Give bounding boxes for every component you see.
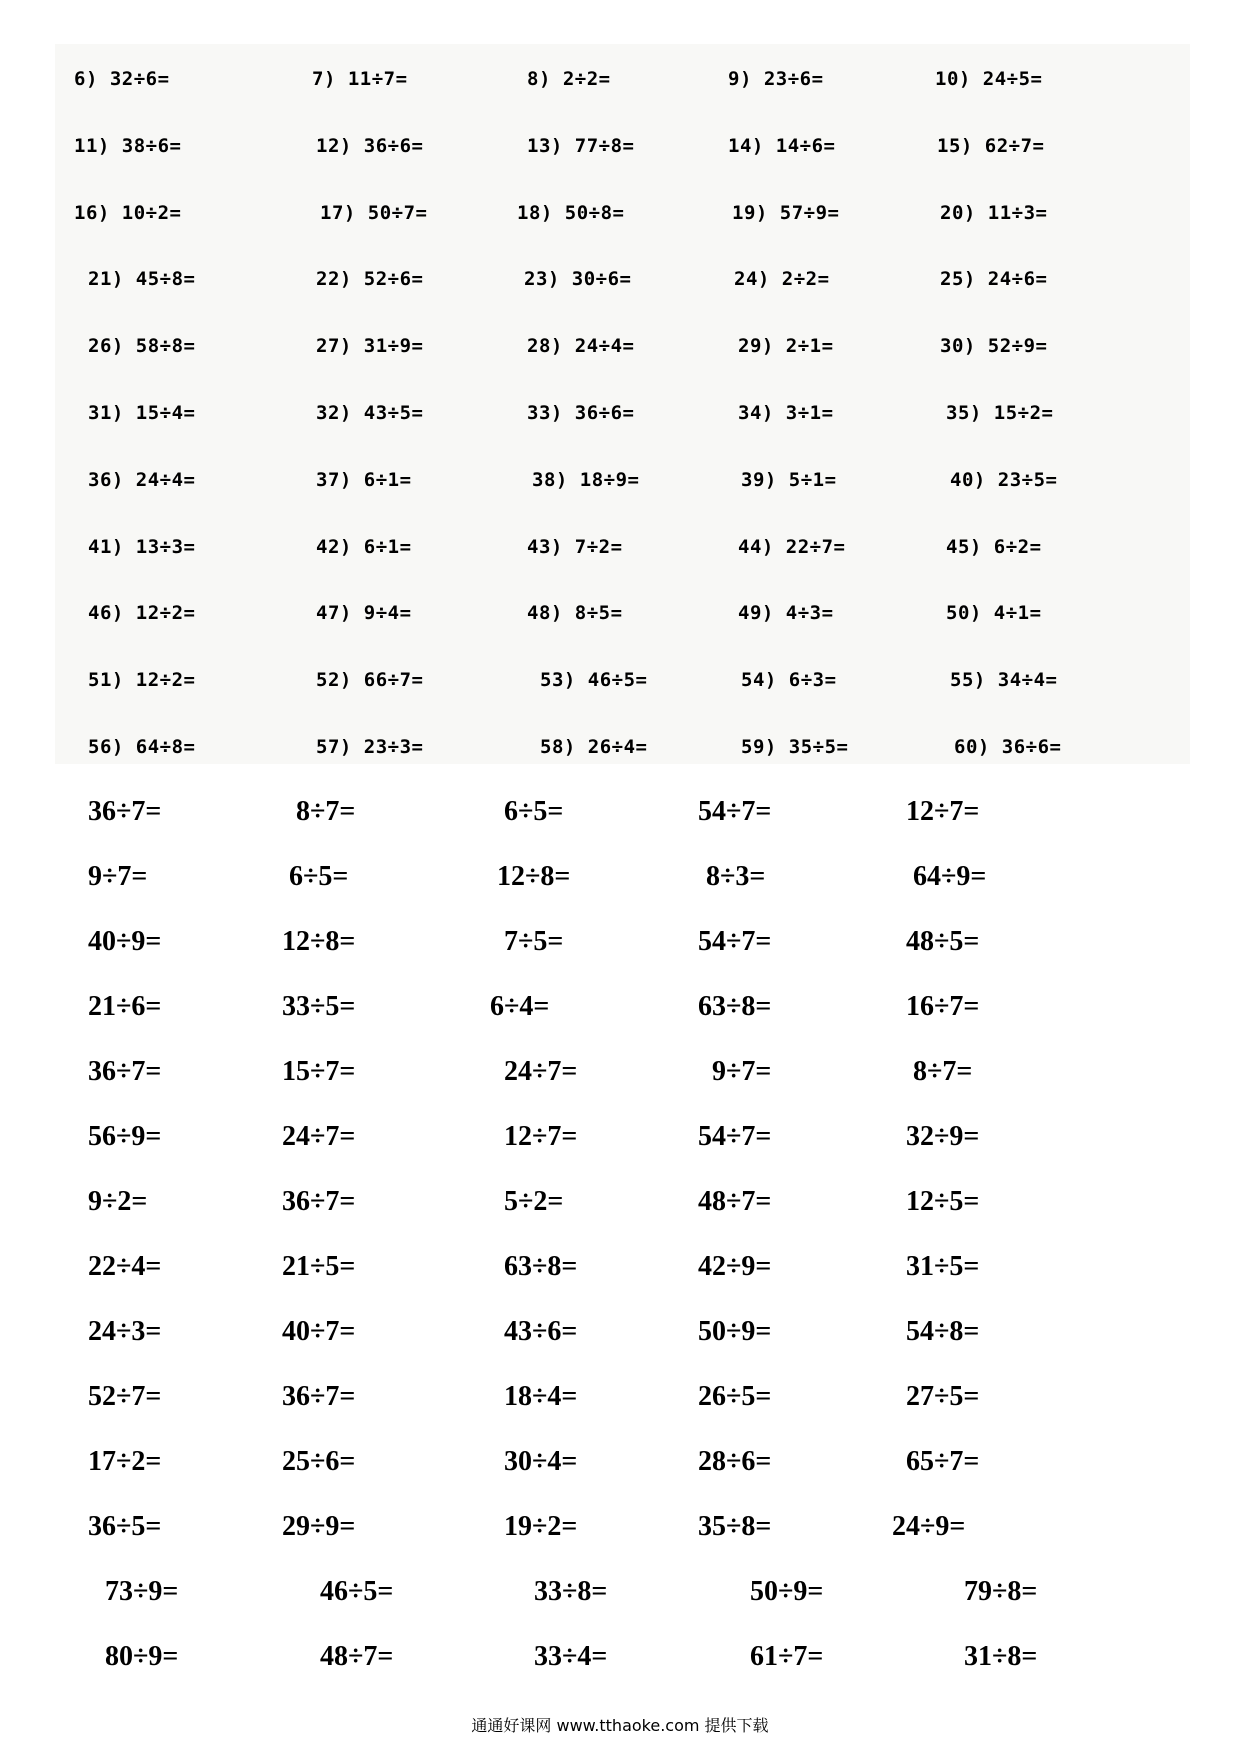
numbered-problem: 46) 12÷2= — [88, 602, 196, 625]
division-problem: 8÷7= — [296, 796, 356, 827]
numbered-problem: 57) 23÷3= — [316, 736, 424, 758]
division-problem: 48÷5= — [906, 926, 980, 957]
numbered-problem: 16) 10÷2= — [74, 201, 182, 224]
division-problem: 19÷2= — [504, 1511, 578, 1542]
numbered-problem: 27) 31÷9= — [316, 335, 424, 358]
division-problem: 6÷5= — [289, 861, 349, 892]
numbered-problem: 52) 66÷7= — [316, 669, 424, 692]
numbered-problem: 50) 4÷1= — [946, 602, 1042, 625]
numbered-problem: 48) 8÷5= — [527, 602, 623, 625]
numbered-problem: 8) 2÷2= — [527, 68, 611, 90]
division-problem: 6÷5= — [504, 796, 564, 827]
numbered-problem: 34) 3÷1= — [738, 402, 834, 424]
division-problem: 25÷6= — [282, 1446, 356, 1477]
division-problem: 9÷7= — [88, 861, 148, 892]
numbered-problem: 7) 11÷7= — [312, 68, 408, 90]
numbered-problem: 44) 22÷7= — [738, 535, 846, 558]
numbered-problem: 20) 11÷3= — [940, 201, 1048, 224]
division-problem: 9÷7= — [712, 1056, 772, 1087]
division-problem: 17÷2= — [88, 1446, 162, 1477]
division-problem: 54÷7= — [698, 1121, 772, 1152]
numbered-problem: 6) 32÷6= — [74, 68, 170, 90]
numbered-problem: 37) 6÷1= — [316, 468, 412, 491]
numbered-problem: 9) 23÷6= — [728, 68, 824, 90]
division-problem: 24÷9= — [892, 1511, 966, 1542]
division-problem: 50÷9= — [698, 1316, 772, 1347]
numbered-problem: 49) 4÷3= — [738, 602, 834, 625]
division-problem: 21÷5= — [282, 1251, 356, 1282]
division-problem: 54÷8= — [906, 1316, 980, 1347]
numbered-problem: 31) 15÷4= — [88, 402, 196, 424]
numbered-problem: 43) 7÷2= — [527, 535, 623, 558]
division-problem: 36÷7= — [88, 1056, 162, 1087]
division-problem: 33÷4= — [534, 1641, 608, 1672]
numbered-problem: 12) 36÷6= — [316, 134, 424, 157]
division-problem: 43÷6= — [504, 1316, 578, 1347]
division-problem: 29÷9= — [282, 1511, 356, 1542]
division-problem: 54÷7= — [698, 796, 772, 827]
division-problem: 15÷7= — [282, 1056, 356, 1087]
numbered-problem: 55) 34÷4= — [950, 669, 1058, 692]
division-problem: 27÷5= — [906, 1381, 980, 1412]
division-problem: 12÷7= — [906, 796, 980, 827]
division-problem: 52÷7= — [88, 1381, 162, 1412]
division-problem: 35÷8= — [698, 1511, 772, 1542]
division-problem: 28÷6= — [698, 1446, 772, 1477]
division-problem: 16÷7= — [906, 991, 980, 1022]
numbered-problem: 23) 30÷6= — [524, 268, 632, 291]
division-problem: 65÷7= — [906, 1446, 980, 1477]
division-problem: 12÷8= — [497, 861, 571, 892]
division-problem: 21÷6= — [88, 991, 162, 1022]
numbered-problem: 14) 14÷6= — [728, 134, 836, 157]
division-problem: 79÷8= — [964, 1576, 1038, 1607]
division-problem: 48÷7= — [320, 1641, 394, 1672]
division-problem: 56÷9= — [88, 1121, 162, 1152]
numbered-problem: 42) 6÷1= — [316, 535, 412, 558]
division-problem: 42÷9= — [698, 1251, 772, 1282]
numbered-problem: 33) 36÷6= — [527, 402, 635, 424]
division-problem: 12÷5= — [906, 1186, 980, 1217]
division-problem: 63÷8= — [504, 1251, 578, 1282]
numbered-problem: 25) 24÷6= — [940, 268, 1048, 291]
numbered-problem: 60) 36÷6= — [954, 736, 1062, 758]
division-problem: 46÷5= — [320, 1576, 394, 1607]
division-problem: 6÷4= — [490, 991, 550, 1022]
division-problem: 36÷7= — [282, 1186, 356, 1217]
division-problem: 33÷8= — [534, 1576, 608, 1607]
numbered-problem: 28) 24÷4= — [527, 335, 635, 358]
division-problem: 36÷7= — [282, 1381, 356, 1412]
numbered-problem: 19) 57÷9= — [732, 201, 840, 224]
numbered-problem: 59) 35÷5= — [741, 736, 849, 758]
division-problem: 64÷9= — [913, 861, 987, 892]
numbered-problem: 39) 5÷1= — [741, 468, 837, 491]
division-problem: 40÷7= — [282, 1316, 356, 1347]
numbered-problem: 21) 45÷8= — [88, 268, 196, 291]
numbered-problem: 38) 18÷9= — [532, 468, 640, 491]
division-problem: 24÷7= — [504, 1056, 578, 1087]
numbered-problem: 29) 2÷1= — [738, 335, 834, 358]
division-problem: 73÷9= — [105, 1576, 179, 1607]
numbered-problem: 13) 77÷8= — [527, 134, 635, 157]
division-problem: 24÷3= — [88, 1316, 162, 1347]
numbered-problem: 26) 58÷8= — [88, 335, 196, 358]
division-problem: 30÷4= — [504, 1446, 578, 1477]
division-problem: 33÷5= — [282, 991, 356, 1022]
division-problem: 61÷7= — [750, 1641, 824, 1672]
numbered-problem: 18) 50÷8= — [517, 201, 625, 224]
division-problem: 24÷7= — [282, 1121, 356, 1152]
division-problem: 32÷9= — [906, 1121, 980, 1152]
numbered-problem: 45) 6÷2= — [946, 535, 1042, 558]
division-problem: 26÷5= — [698, 1381, 772, 1412]
division-problem: 63÷8= — [698, 991, 772, 1022]
numbered-problem: 40) 23÷5= — [950, 468, 1058, 491]
division-problem: 40÷9= — [88, 926, 162, 957]
division-problem: 8÷3= — [706, 861, 766, 892]
division-problem: 48÷7= — [698, 1186, 772, 1217]
numbered-problem: 58) 26÷4= — [540, 736, 648, 758]
division-problem: 31÷5= — [906, 1251, 980, 1282]
numbered-problem: 32) 43÷5= — [316, 402, 424, 424]
division-problem: 50÷9= — [750, 1576, 824, 1607]
numbered-problem: 36) 24÷4= — [88, 468, 196, 491]
division-problem: 7÷5= — [504, 926, 564, 957]
numbered-problem: 30) 52÷9= — [940, 335, 1048, 358]
division-problem: 12÷7= — [504, 1121, 578, 1152]
division-problem: 36÷7= — [88, 796, 162, 827]
division-problem: 31÷8= — [964, 1641, 1038, 1672]
division-problem: 12÷8= — [282, 926, 356, 957]
numbered-problem: 51) 12÷2= — [88, 669, 196, 692]
numbered-problem: 41) 13÷3= — [88, 535, 196, 558]
numbered-problem: 17) 50÷7= — [320, 201, 428, 224]
division-problem: 80÷9= — [105, 1641, 179, 1672]
division-problem: 36÷5= — [88, 1511, 162, 1542]
division-problem: 22÷4= — [88, 1251, 162, 1282]
numbered-problem: 10) 24÷5= — [935, 68, 1043, 90]
division-problem: 5÷2= — [504, 1186, 564, 1217]
numbered-problem: 35) 15÷2= — [946, 402, 1054, 424]
numbered-problem: 53) 46÷5= — [540, 669, 648, 692]
numbered-problem: 54) 6÷3= — [741, 669, 837, 692]
division-problem: 18÷4= — [504, 1381, 578, 1412]
numbered-problem: 47) 9÷4= — [316, 602, 412, 625]
numbered-problem: 11) 38÷6= — [74, 134, 182, 157]
numbered-problem: 22) 52÷6= — [316, 268, 424, 291]
division-problem: 8÷7= — [913, 1056, 973, 1087]
division-problem: 9÷2= — [88, 1186, 148, 1217]
numbered-problem: 56) 64÷8= — [88, 736, 196, 758]
footer-credit: 通通好课网 www.tthaoke.com 提供下载 — [471, 1716, 769, 1735]
numbered-problem: 15) 62÷7= — [937, 134, 1045, 157]
division-problem: 54÷7= — [698, 926, 772, 957]
numbered-problem: 24) 2÷2= — [734, 268, 830, 291]
